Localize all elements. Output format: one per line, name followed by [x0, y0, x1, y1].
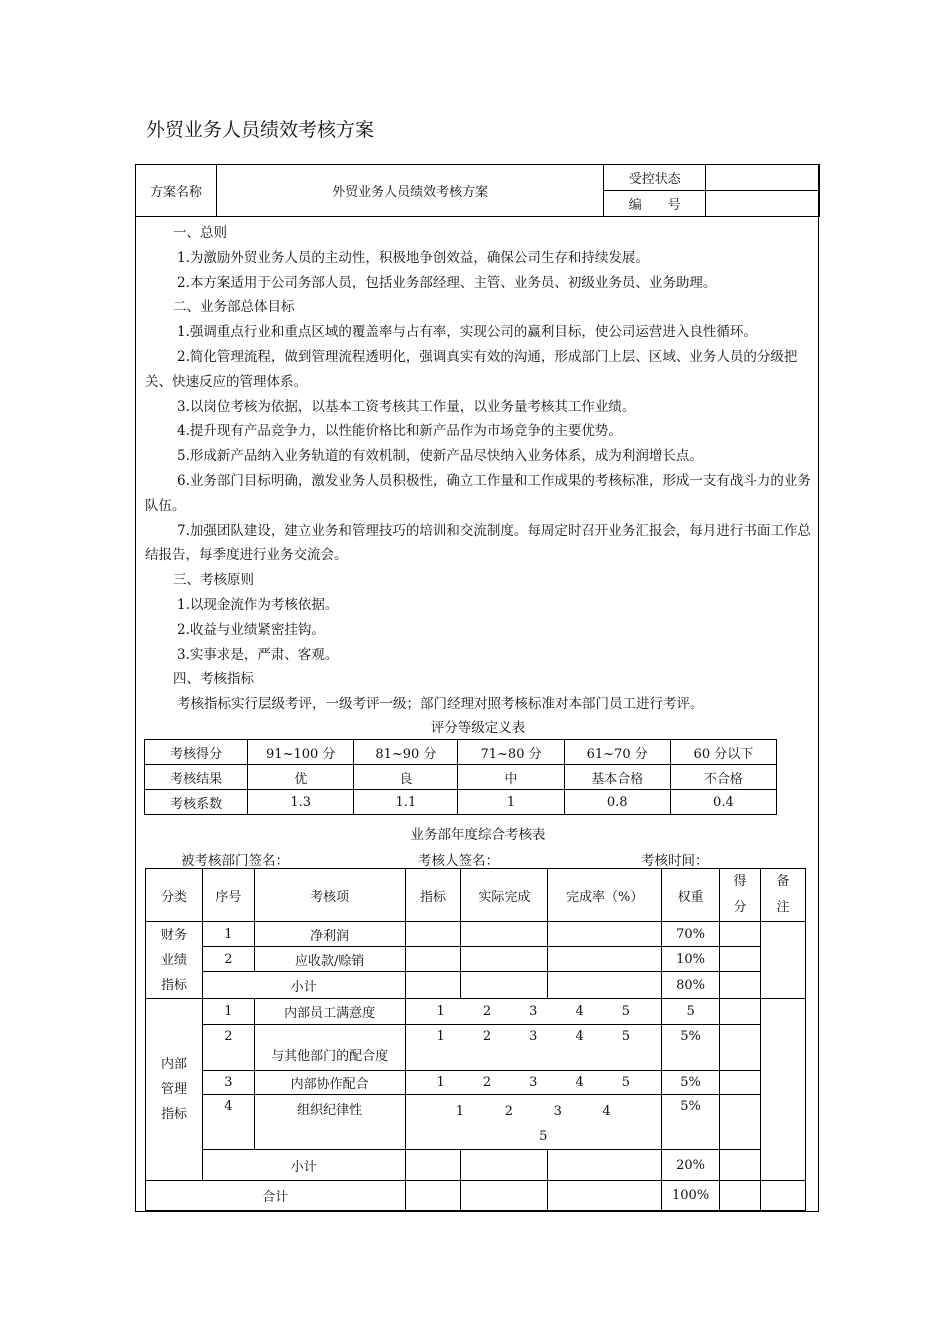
scale-3: 3: [553, 1104, 562, 1119]
scale-numbers: [406, 1029, 662, 1044]
subtotal-cell: 小计: [202, 972, 405, 999]
review-time-label: 考核时间：: [641, 853, 709, 869]
grade-table-caption: 评分等级定义表: [430, 719, 526, 736]
paragraph: 7.加强团队建设，建立业务和管理技巧的培训和交流制度。每周定时召开业务汇报会，每月进行书面工作总结报告，每季度进行业务交流会。: [145, 522, 811, 564]
grade-row-label: 考核得分: [145, 740, 248, 765]
paragraph: 3.以岗位考核为依据，以基本工资考核其工作量，以业务量考核其工作业绩。: [177, 398, 636, 415]
grade-cell: 60 分以下: [670, 740, 776, 765]
col-score: [720, 869, 761, 922]
scale-1: 1: [436, 1004, 445, 1019]
annual-table-caption: 业务部年度综合考核表: [410, 827, 546, 843]
section-heading: 一、总则: [173, 225, 227, 241]
scale-5: 5: [621, 1075, 631, 1090]
weight-cell: 100%: [662, 1181, 720, 1211]
scale-5: 5: [621, 1029, 631, 1044]
grade-cell: 1.1: [354, 790, 458, 815]
grade-cell: 81~90 分: [354, 740, 458, 765]
scale-5: 5: [621, 1004, 631, 1019]
paragraph: 2.简化管理流程，做到管理流程透明化，强调真实有效的沟通，形成部门上层、区域、业务人员的分级把关、快速反应的管理体系。: [145, 348, 798, 390]
paragraph: 5.形成新产品纳入业务轨道的有效机制，使新产品尽快纳入业务体系，成为利润增长点。: [177, 448, 703, 465]
seq-cell: 3: [202, 1071, 254, 1095]
scale-2: 2: [482, 1004, 492, 1019]
dept-signature-label: 被考核部门签名：: [181, 853, 289, 869]
section-heading: 二、业务部总体目标: [173, 299, 295, 316]
weight-cell: 5%: [662, 1071, 720, 1095]
weight-cell: 80%: [662, 972, 720, 999]
internal-cat-3: 指标: [160, 1107, 187, 1122]
col-weight: 权重: [662, 869, 720, 922]
scale-2: 2: [482, 1029, 492, 1044]
col-note-b: 注: [776, 900, 790, 915]
paragraph: 2.本方案适用于公司务部人员，包括业务部经理、主管、业务员、初级业务员、业务助理。: [177, 274, 717, 291]
number-label: 编 号: [604, 191, 706, 217]
control-status-label: 受控状态: [604, 165, 706, 191]
control-status-value: [706, 165, 820, 191]
scale-4: 4: [575, 1075, 584, 1090]
paragraph: 考核指标实行层级考评，一级考评一级；部门经理对照考核标准对本部门员工进行考评。: [177, 696, 704, 713]
scale-4: 4: [575, 1004, 584, 1019]
item-cell: 与其他部门的配合度: [254, 1025, 405, 1071]
header-table: [135, 164, 820, 217]
body-text: [145, 221, 811, 739]
scale-1: 1: [436, 1075, 445, 1090]
scheme-name-label: 方案名称: [136, 165, 217, 217]
page-title: 外贸业务人员绩效考核方案: [146, 119, 375, 141]
scale-4: 4: [575, 1029, 584, 1044]
scale-4: 4: [602, 1104, 611, 1119]
paragraph: 4.提升现有产品竞争力，以性能价格比和新产品作为市场竞争的主要优势。: [177, 423, 622, 440]
weight-cell: 70%: [662, 922, 720, 947]
col-item: 考核项: [254, 869, 405, 922]
seq-cell: 4: [202, 1095, 254, 1150]
grade-cell: 1.3: [248, 790, 354, 815]
item-cell: 内部员工满意度: [254, 999, 405, 1025]
rating-scale: [405, 1071, 662, 1095]
item-cell: 组织纪律性: [254, 1095, 405, 1150]
grade-cell: 0.4: [670, 790, 776, 815]
seq-cell: 2: [202, 1025, 254, 1071]
scale-numbers: [406, 1099, 662, 1124]
paragraph: 2.收益与业绩紧密挂钩。: [177, 621, 325, 638]
rating-scale: [405, 1095, 662, 1150]
scale-2: 2: [504, 1104, 513, 1119]
grade-cell: 不合格: [670, 765, 776, 790]
paragraph: 1.为激励外贸业务人员的主动性，积极地争创效益，确保公司生存和持续发展。: [177, 249, 649, 266]
finance-cat-2: 业绩: [160, 952, 187, 968]
section-heading: 四、考核指标: [173, 671, 254, 688]
scale-5: 5: [539, 1129, 548, 1144]
col-score-a: 得: [733, 874, 747, 889]
col-rate: 完成率（%）: [548, 869, 662, 922]
rating-scale: [405, 999, 662, 1025]
paragraph: 1.强调重点行业和重点区域的覆盖率与占有率，实现公司的赢利目标，使公司运营进入良性循环。: [177, 324, 757, 341]
scale-1: 1: [436, 1029, 445, 1044]
grade-table: [144, 739, 777, 815]
rating-scale: [405, 1025, 662, 1071]
col-category: 分类: [146, 869, 203, 922]
section-heading: 三、考核原则: [173, 572, 254, 589]
item-cell: 内部协作配合: [254, 1071, 405, 1095]
subtotal-cell: 小计: [202, 1150, 405, 1181]
scale-3: 3: [529, 1029, 538, 1044]
scale-numbers: [406, 1004, 662, 1019]
item-cell: 应收款/赊销: [254, 947, 405, 972]
finance-cat-3: 指标: [160, 977, 187, 993]
internal-category: [146, 999, 203, 1181]
seq-cell: 2: [202, 947, 254, 972]
total-cell: 合计: [146, 1181, 406, 1211]
internal-cat-1: 内部: [160, 1057, 187, 1072]
grade-cell: 1: [458, 790, 564, 815]
grade-cell: 71~80 分: [458, 740, 564, 765]
col-actual: 实际完成: [461, 869, 548, 922]
grade-row: [145, 740, 777, 765]
scale-numbers: [406, 1075, 662, 1090]
col-note: [761, 869, 806, 922]
weight-cell: 20%: [662, 1150, 720, 1181]
col-score-b: 分: [733, 900, 747, 915]
grade-row-label: 考核系数: [145, 790, 248, 815]
weight-cell: 5%: [662, 1095, 720, 1150]
reviewer-signature-label: 考核人签名：: [418, 853, 499, 869]
seq-cell: 1: [202, 922, 254, 947]
grade-cell: 良: [354, 765, 458, 790]
paragraph: 6.业务部门目标明确，激发业务人员积极性，确立工作量和工作成果的考核标准，形成一支有战斗力的业务队伍。: [145, 472, 811, 514]
finance-cat-1: 财务: [160, 927, 187, 943]
grade-cell: 优: [248, 765, 354, 790]
grade-cell: 基本合格: [564, 765, 670, 790]
scale-2: 2: [482, 1075, 492, 1090]
weight-cell: 10%: [662, 947, 720, 972]
grade-cell: 中: [458, 765, 564, 790]
item-cell: 净利润: [254, 922, 405, 947]
col-indicator: 指标: [405, 869, 461, 922]
scheme-name-value: 外贸业务人员绩效考核方案: [216, 165, 603, 217]
grade-row: [145, 765, 777, 790]
document-frame: [135, 164, 819, 1212]
scale-3: 3: [529, 1004, 538, 1019]
paragraph: 1.以现金流作为考核依据。: [177, 596, 339, 613]
number-value: [706, 191, 820, 217]
scale-3: 3: [529, 1075, 538, 1090]
grade-row: [145, 790, 777, 815]
seq-cell: 1: [202, 999, 254, 1025]
scale-1: 1: [455, 1104, 465, 1119]
col-note-a: 备: [776, 874, 790, 889]
weight-cell: 5%: [662, 1025, 720, 1071]
annual-table: [145, 868, 806, 1211]
grade-cell: 91~100 分: [248, 740, 354, 765]
finance-category: [146, 922, 203, 999]
paragraph: 3.实事求是，严肃、客观。: [177, 646, 339, 663]
weight-cell: 5: [662, 999, 720, 1025]
grade-row-label: 考核结果: [145, 765, 248, 790]
grade-cell: 0.8: [564, 790, 670, 815]
grade-cell: 61~70 分: [564, 740, 670, 765]
col-seq: 序号: [202, 869, 254, 922]
internal-cat-2: 管理: [160, 1082, 187, 1097]
